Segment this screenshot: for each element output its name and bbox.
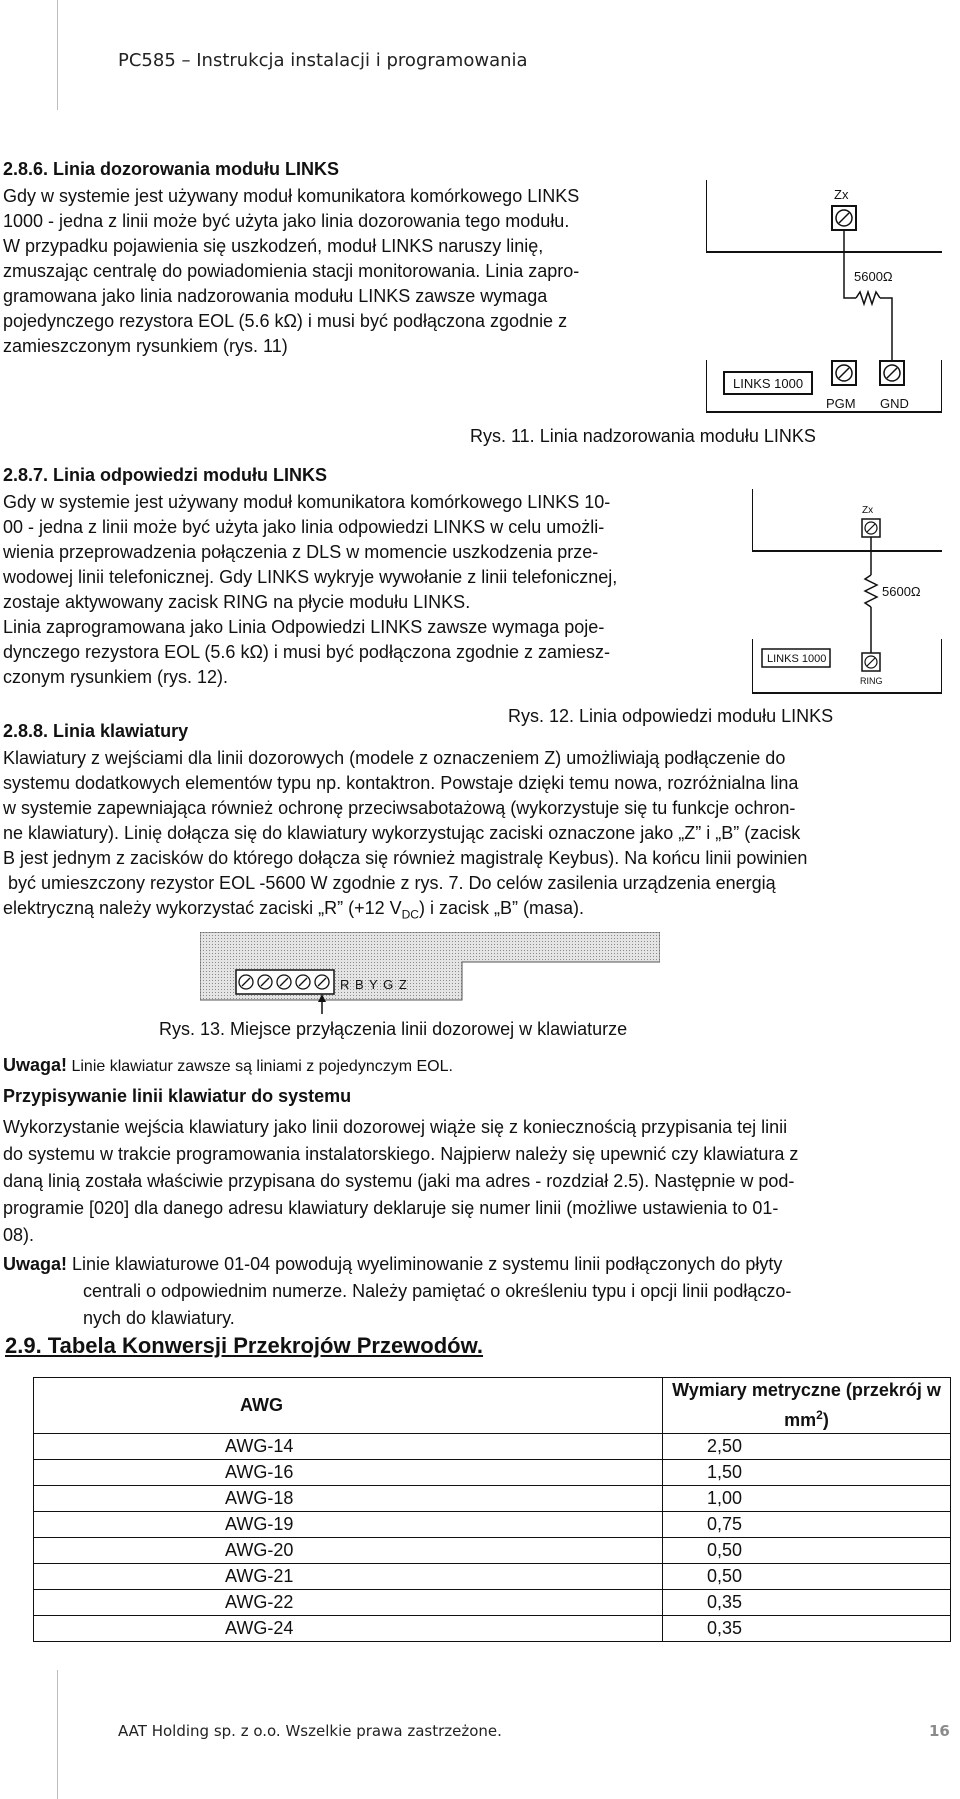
cell-metric: 0,35 — [663, 1616, 951, 1642]
text-line: być umieszczony rezystor EOL -5600 W zgodnie z rys. 7. Do celów zasilenia urządzenia energią — [3, 873, 776, 893]
assign-body — [3, 1114, 958, 1249]
table-header-row — [34, 1378, 951, 1434]
cell-awg: AWG-20 — [34, 1538, 663, 1564]
column-header-metric — [663, 1378, 951, 1434]
text-line: W przypadku pojawienia się uszkodzeń, moduł LINKS naruszy linię, — [3, 236, 544, 256]
note-label: Uwaga! — [3, 1055, 68, 1075]
text-line: Gdy w systemie jest używany moduł komunikatora komórkowego LINKS — [3, 186, 580, 206]
text-line: do systemu w trakcie programowania instalatorskiego. Najpierw należy się upewnić czy klawiatura z — [3, 1144, 799, 1164]
text-line: Gdy w systemie jest używany moduł komunikatora komórkowego LINKS 10- — [3, 492, 611, 512]
keypad-note — [3, 1055, 453, 1076]
text-line: gramowana jako linia nadzorowania modułu LINKS zawsze wymaga — [3, 286, 548, 306]
text-line — [3, 1251, 958, 1278]
text-line: Klawiatury z wejściami dla linii dozorowych (modele z oznaczeniem Z) umożliwiają podłączenie do — [3, 748, 786, 768]
text-line: zamieszczonym rysunkiem (rys. 11) — [3, 336, 288, 356]
header-text: ) — [822, 1410, 829, 1430]
figure-11-caption: Rys. 11. Linia nadzorowania modułu LINKS — [470, 426, 816, 446]
cell-metric: 0,50 — [663, 1564, 951, 1590]
text-subscript: DC — [401, 907, 419, 922]
figure-13-terminal-labels: R B Y G Z — [340, 977, 408, 992]
table-row — [34, 1564, 951, 1590]
table-row — [34, 1590, 951, 1616]
text-line: Wykorzystanie wejścia klawiatury jako linii dozorowej wiąże się z koniecznością przypisania tej linii — [3, 1117, 788, 1137]
cell-metric: 0,75 — [663, 1512, 951, 1538]
text-line: 08). — [3, 1225, 35, 1245]
note-label: Uwaga! — [3, 1254, 68, 1274]
table-row — [34, 1512, 951, 1538]
section-2-8-8-heading: 2.8.8. Linia klawiatury — [3, 721, 189, 741]
cell-metric: 1,00 — [663, 1486, 951, 1512]
page-number: 16 — [929, 1722, 950, 1740]
text-line: wodowej linii telefonicznej. Gdy LINKS wykryje wywołanie z linii telefonicznej, — [3, 567, 618, 587]
figure-12-resistor-label: 5600Ω — [882, 584, 921, 599]
text-line: programie [020] dla danego adresu klawiatury deklaruje się numer linii (możliwe ustawienia to 01- — [3, 1198, 779, 1218]
text-line: pojedynczego rezystora EOL (5.6 kΩ) i musi być podłączona zgodnie z — [3, 311, 568, 331]
text-line: czonym rysunkiem (rys. 12). — [3, 667, 229, 687]
assign-note — [3, 1251, 958, 1332]
cell-awg: AWG-14 — [34, 1434, 663, 1460]
figure-11-wiring-diagram — [706, 180, 942, 416]
resistor-icon — [856, 292, 880, 304]
text-line: systemu dodatkowych elementów typu np. kontaktron. Powstaje dzięki temu nowa, rozróżnialna lina — [3, 773, 799, 793]
figure-11-zx-label: Zx — [834, 187, 849, 202]
text-line: Linia zaprogramowana jako Linia Odpowiedzi LINKS zawsze wymaga poje- — [3, 617, 605, 637]
text-line: nych do klawiatury. — [83, 1308, 235, 1328]
wire-conversion-table — [33, 1377, 951, 1642]
assign-heading: Przypisywanie linii klawiatur do systemu — [3, 1086, 352, 1106]
table-row — [34, 1538, 951, 1564]
note-text: Linie klawiatur zawsze są liniami z pojedynczym EOL. — [67, 1058, 453, 1075]
figure-11-pgm-label: PGM — [826, 396, 856, 411]
figure-13-caption: Rys. 13. Miejsce przyłączenia linii dozorowej w klawiaturze — [159, 1019, 628, 1039]
cell-awg: AWG-18 — [34, 1486, 663, 1512]
text-line: ne klawiatury). Linię dołącza się do klawiatury wykorzystując zaciski oznaczone jako „Z” i „B” (zacisk — [3, 823, 801, 843]
text-line: 00 - jedna z linii może być użyta jako linia odpowiedzi LINKS w celu umożli- — [3, 517, 605, 537]
text-fragment: elektryczną należy wykorzystać zaciski „R” (+12 V — [3, 898, 402, 918]
figure-12-zx-label: Zx — [862, 505, 874, 516]
figure-11-resistor-label: 5600Ω — [854, 269, 893, 284]
text-line: wienia przeprowadzenia połączenia z DLS w momencie uszkodzenia prze- — [3, 542, 599, 562]
text-line-power — [3, 896, 958, 928]
table-row — [34, 1486, 951, 1512]
cell-metric: 0,50 — [663, 1538, 951, 1564]
cell-awg: AWG-16 — [34, 1460, 663, 1486]
text-line: dynczego rezystora EOL (5.6 kΩ) i musi być podłączona zgodnie z zamiesz- — [3, 642, 611, 662]
table-row — [34, 1616, 951, 1642]
cell-awg: AWG-19 — [34, 1512, 663, 1538]
header-text: Wymiary metryczne (przekrój w mm — [672, 1380, 941, 1430]
header-superscript: 2 — [816, 1408, 823, 1422]
section-2-9-heading: 2.9. Tabela Konwersji Przekrojów Przewodów. — [5, 1333, 484, 1358]
section-2-8-7-body — [3, 490, 736, 690]
section-2-8-6-heading: 2.8.6. Linia dozorowania modułu LINKS — [3, 159, 340, 179]
figure-12-caption: Rys. 12. Linia odpowiedzi modułu LINKS — [508, 706, 834, 726]
cell-awg: AWG-24 — [34, 1616, 663, 1642]
text-line: zostaje aktywowany zacisk RING na płycie modułu LINKS. — [3, 592, 471, 612]
figure-12-wiring-diagram — [752, 489, 942, 695]
cell-metric: 2,50 — [663, 1434, 951, 1460]
cell-metric: 0,35 — [663, 1590, 951, 1616]
cell-awg: AWG-21 — [34, 1564, 663, 1590]
resistor-icon — [865, 575, 877, 607]
section-2-8-8-body — [3, 746, 958, 928]
text-line: B jest jednym z zacisków do którego dołącza się również magistralę Keybus). Na końcu linii powinien — [3, 848, 808, 868]
text-line: centrali o odpowiednim numerze. Należy pamiętać o określeniu typu i opcji linii podłączo- — [83, 1281, 792, 1301]
figure-12-module-label: LINKS 1000 — [767, 653, 827, 665]
figure-12-ring-label: RING — [860, 676, 883, 686]
cell-awg: AWG-22 — [34, 1590, 663, 1616]
figure-13-keypad-terminals — [200, 932, 660, 1014]
section-2-8-6-body — [3, 184, 693, 359]
text-line: daną linią została właściwie przypisana do systemu (jaki ma adres - rozdział 2.5). Następnie w pod- — [3, 1171, 795, 1191]
column-header-awg: AWG — [34, 1378, 663, 1434]
table-row — [34, 1460, 951, 1486]
footer-margin-rule — [57, 1670, 58, 1799]
figure-11-gnd-label: GND — [880, 396, 909, 411]
note-text: Linie klawiaturowe 01-04 powodują wyeliminowanie z systemu linii podłączonych do płyty — [67, 1254, 783, 1274]
cell-metric: 1,50 — [663, 1460, 951, 1486]
text-line: w systemie zapewniająca również ochronę przeciwsabotażową (wykorzystuje się tu funkcje ochron- — [3, 798, 796, 818]
header-margin-rule — [57, 0, 58, 110]
text-fragment: ) i zacisk „B” (masa). — [418, 898, 584, 918]
text-line: zmuszając centralę do powiadomienia stacji monitorowania. Linia zapro- — [3, 261, 580, 281]
page-header: PC585 – Instrukcja instalacji i programowania — [118, 50, 528, 71]
page-footer: AAT Holding sp. z o.o. Wszelkie prawa zastrzeżone. — [118, 1722, 502, 1740]
figure-11-module-label: LINKS 1000 — [733, 376, 804, 391]
table-row — [34, 1434, 951, 1460]
text-line: 1000 - jedna z linii może być użyta jako linia dozorowania tego modułu. — [3, 211, 570, 231]
section-2-8-7-heading: 2.8.7. Linia odpowiedzi modułu LINKS — [3, 465, 328, 485]
